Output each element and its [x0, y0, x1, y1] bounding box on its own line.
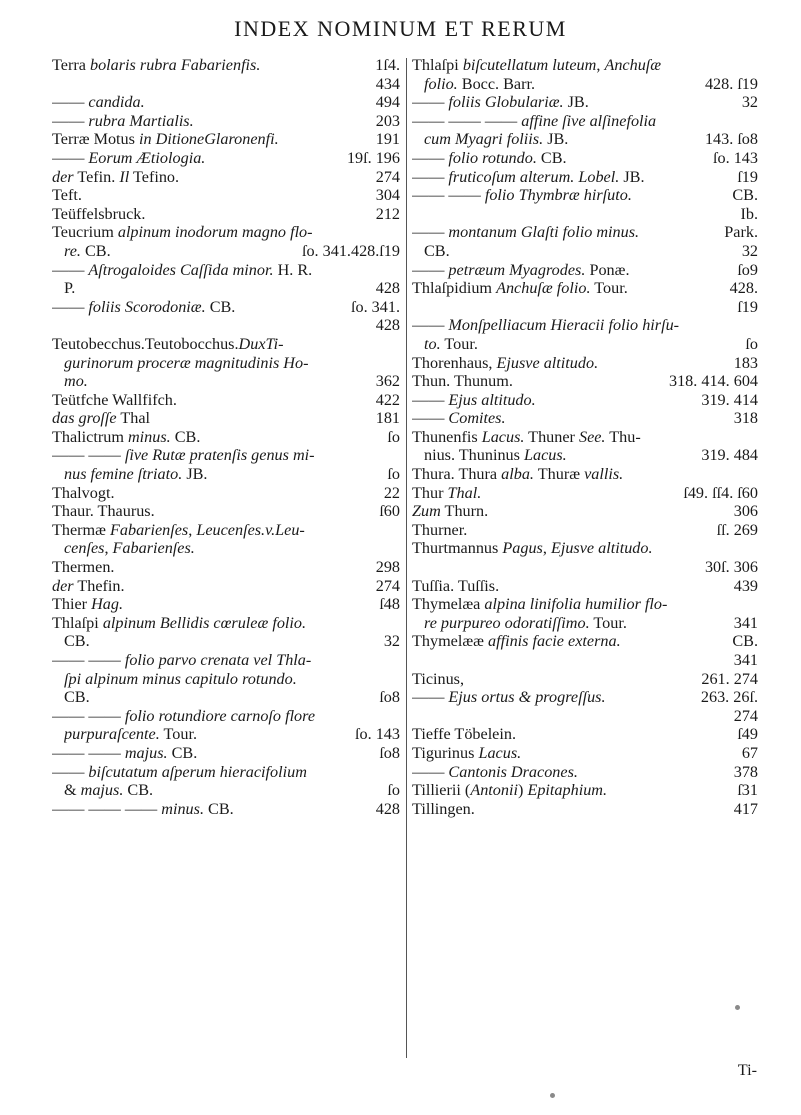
- page-ref: 417: [733, 799, 758, 818]
- index-line: [412, 186, 758, 205]
- entry-text: folio. Bocc. Barr.: [424, 74, 536, 93]
- page-ref: 318: [733, 409, 758, 428]
- page-ref: ſo: [745, 334, 758, 353]
- page-ref: 428: [375, 279, 400, 298]
- entry-text: —— —— —— affine ſive alſinefolia: [412, 111, 657, 130]
- entry-text: das groſſe Thal: [52, 409, 151, 428]
- page-ref: 274: [375, 576, 400, 595]
- entry-text: —— Monſpelliacum Hieracii folio hirſu-: [412, 316, 680, 335]
- entry-text: Thorenhaus, Ejusve altitudo.: [412, 353, 599, 372]
- page-ref: 494: [375, 93, 400, 112]
- page-ref: 422: [375, 390, 400, 409]
- page-ref: ſo: [387, 465, 400, 484]
- index-line: [412, 56, 758, 75]
- page-ref: 428.: [729, 279, 758, 298]
- index-line: [412, 558, 758, 577]
- index-line: [412, 688, 758, 707]
- index-line: [52, 335, 400, 354]
- index-line: [412, 632, 758, 651]
- entry-text: re. CB.: [64, 241, 111, 260]
- index-line: [412, 744, 758, 763]
- page-ref: CB.: [732, 632, 758, 651]
- page-ref: ſo. 341.428.ſ19: [301, 241, 400, 260]
- index-line: [52, 521, 400, 540]
- page-ref: 32: [741, 241, 758, 260]
- page-ref: ſo. 143: [713, 148, 758, 167]
- right-column: [412, 56, 758, 818]
- entry-text: nus femine ſtriato. JB.: [64, 465, 208, 484]
- index-line: [52, 279, 400, 298]
- index-line: [412, 112, 758, 131]
- index-line: [52, 558, 400, 577]
- index-line: [412, 539, 758, 558]
- page-ref: ſo8: [379, 743, 400, 762]
- index-line: [412, 298, 758, 317]
- entry-text: Thur Thal.: [412, 483, 482, 502]
- page-ref: 212: [375, 204, 400, 223]
- entry-text: —— montanum Glaſti folio minus.: [412, 223, 640, 242]
- page-ref: 378: [733, 762, 758, 781]
- page-ref: CB.: [732, 186, 758, 205]
- page-ref: 274: [733, 706, 758, 725]
- page-ref: 434: [375, 74, 400, 93]
- index-line: [412, 781, 758, 800]
- index-line: [412, 279, 758, 298]
- entry-text: —— rubra Martialis.: [52, 111, 194, 130]
- entry-text: Thlaſpi alpinum Bellidis cœruleæ folio.: [52, 613, 307, 632]
- index-line: [412, 577, 758, 596]
- page-ref: 298: [375, 558, 400, 577]
- entry-text: Tieffe Töbelein.: [412, 725, 517, 744]
- entry-text: Thermæ Fabarienſes, Leucenſes.v.Leu-: [52, 520, 305, 539]
- index-line: [52, 168, 400, 187]
- index-line: [412, 372, 758, 391]
- entry-text: CB.: [64, 688, 90, 707]
- page-ref: ſ31: [737, 781, 758, 800]
- index-line: [412, 409, 758, 428]
- page-ref: ſ48: [379, 595, 400, 614]
- entry-text: —— —— majus. CB.: [52, 743, 198, 762]
- page-ref: ſo. 143: [355, 725, 400, 744]
- entry-text: —— fruticoſum alterum. Lobel. JB.: [412, 167, 645, 186]
- index-line: [52, 112, 400, 131]
- entry-text: P.: [64, 279, 76, 298]
- page-ref: 30ſ. 306: [704, 558, 758, 577]
- index-line: [412, 93, 758, 112]
- page-ref: Ib.: [740, 204, 758, 223]
- index-line: [52, 409, 400, 428]
- entry-text: Thymelæa alpina linifolia humilior flo-: [412, 595, 668, 614]
- ink-spot: [735, 1005, 740, 1010]
- page-ref: 22: [383, 483, 400, 502]
- page-ref: 143. ſo8: [704, 130, 758, 149]
- index-line: [52, 186, 400, 205]
- index-line: [412, 428, 758, 447]
- page-ref: 191: [375, 130, 400, 149]
- entry-text: —— —— folio rotundiore carnoſo flore: [52, 706, 316, 725]
- entry-text: Thurtmannus Pagus, Ejusve altitudo.: [412, 539, 653, 558]
- index-line: [52, 223, 400, 242]
- page-ref: 319. 484: [701, 446, 758, 465]
- entry-text: CB.: [64, 632, 90, 651]
- index-line: [412, 316, 758, 335]
- entry-text: nius. Thuninus Lacus.: [424, 446, 567, 465]
- index-line: [52, 688, 400, 707]
- entry-text: mo.: [64, 372, 88, 391]
- page-ref: 183: [733, 353, 758, 372]
- page-ref: 304: [375, 186, 400, 205]
- entry-text: Thermen.: [52, 558, 115, 577]
- page-ref: 428. ſ19: [704, 74, 758, 93]
- index-line: [412, 75, 758, 94]
- page-ref: 1ſ4.: [375, 56, 400, 74]
- entry-text: Thaur. Thaurus.: [52, 502, 155, 521]
- page-ref: ſo8: [379, 688, 400, 707]
- page-ref: ſo9: [737, 260, 758, 279]
- index-line: [52, 670, 400, 689]
- index-line: [412, 149, 758, 168]
- page-ref: 341: [733, 651, 758, 669]
- index-line: [412, 725, 758, 744]
- entry-text: Thier Hag.: [52, 595, 124, 614]
- index-line: [52, 93, 400, 112]
- page-ref: 67: [741, 743, 758, 762]
- entry-text: cenſes, Fabarienſes.: [64, 539, 195, 558]
- entry-text: —— —— ſive Rutæ pratenſis genus mi-: [52, 446, 315, 465]
- page-ref: 341: [733, 613, 758, 632]
- entry-text: Terræ Motus in DitioneGlaronenfi.: [52, 130, 279, 149]
- left-column: [52, 56, 400, 818]
- entry-text: gurinorum proceræ magnitudinis Ho-: [64, 353, 309, 372]
- entry-text: —— biſcutatum aſperum hieracifolium: [52, 762, 307, 781]
- index-line: [52, 763, 400, 782]
- index-line: [52, 484, 400, 503]
- index-line: [412, 521, 758, 540]
- index-line: [412, 205, 758, 224]
- page-ref: 203: [375, 111, 400, 130]
- entry-text: Tillingen.: [412, 799, 475, 818]
- entry-text: Teutobecchus.Teutobocchus.DuxTi-: [52, 334, 284, 353]
- index-line: [52, 242, 400, 261]
- entry-text: Teft.: [52, 186, 82, 205]
- entry-text: —— foliis Scorodoniæ. CB.: [52, 297, 236, 316]
- entry-text: Terra bolaris rubra Fabarienfis.: [52, 56, 261, 74]
- page-ref: ſ19: [737, 167, 758, 186]
- index-line: [412, 335, 758, 354]
- page-ref: ſ49. ſſ4. ſ60: [683, 483, 758, 502]
- entry-text: —— Eorum Ætiologia.: [52, 148, 206, 167]
- entry-text: cum Myagri foliis. JB.: [424, 130, 569, 149]
- page-ref: 362: [375, 372, 400, 391]
- index-line: [52, 75, 400, 94]
- index-line: [52, 298, 400, 317]
- page-ref: 32: [383, 632, 400, 651]
- index-line: [52, 428, 400, 447]
- index-line: [412, 763, 758, 782]
- page-ref: 318. 414. 604: [668, 372, 758, 391]
- entry-text: purpuraſcente. Tour.: [64, 725, 198, 744]
- index-line: [52, 614, 400, 633]
- entry-text: & majus. CB.: [64, 781, 154, 800]
- column-rule: [406, 58, 407, 1058]
- index-line: [52, 205, 400, 224]
- page-ref: 428: [375, 316, 400, 335]
- index-line: [412, 446, 758, 465]
- page-ref: ſſ. 269: [716, 520, 758, 539]
- index-line: [412, 168, 758, 187]
- entry-text: —— —— —— minus. CB.: [52, 799, 234, 818]
- page-ref: 261. 274: [701, 669, 758, 688]
- index-line: [412, 595, 758, 614]
- index-line: [412, 614, 758, 633]
- entry-text: Thalictrum minus. CB.: [52, 427, 201, 446]
- page-header: INDEX NOMINUM ET RERUM: [234, 16, 567, 41]
- entry-text: Thurner.: [412, 520, 468, 539]
- entry-text: Teütfche Wallfifch.: [52, 390, 177, 409]
- entry-text: der Thefin.: [52, 576, 125, 595]
- page-ref: ſ49: [737, 725, 758, 744]
- index-line: [412, 130, 758, 149]
- entry-text: —— Ejus altitudo.: [412, 390, 536, 409]
- index-line: [412, 670, 758, 689]
- entry-text: —— Comites.: [412, 409, 506, 428]
- page-ref: 19ſ. 196: [346, 148, 400, 167]
- index-line: [52, 261, 400, 280]
- index-line: [52, 707, 400, 726]
- page-ref: 319. 414: [701, 390, 758, 409]
- index-line: [412, 484, 758, 503]
- entry-text: Thun. Thunum.: [412, 372, 513, 391]
- index-line: [52, 744, 400, 763]
- entry-text: —— foliis Globulariæ. JB.: [412, 93, 589, 112]
- page-ref: ſo. 341.: [350, 297, 400, 316]
- index-line: [52, 539, 400, 558]
- index-line: [52, 446, 400, 465]
- index-line: [52, 725, 400, 744]
- index-line: [52, 781, 400, 800]
- entry-text: Teüffelsbruck.: [52, 204, 146, 223]
- index-line: [412, 800, 758, 819]
- page-ref: 263. 26ſ.: [700, 688, 758, 707]
- index-line: [52, 651, 400, 670]
- index-line: [412, 391, 758, 410]
- entry-text: —— —— folio Thymbræ hirſuto.: [412, 186, 632, 205]
- page-ref: Park.: [724, 223, 758, 242]
- entry-text: re purpureo odoratiſſimo. Tour.: [424, 613, 627, 632]
- entry-text: der Tefin. Il Tefino.: [52, 167, 180, 186]
- entry-text: Teucrium alpinum inodorum magno flo-: [52, 223, 313, 242]
- page-ref: ſo: [387, 781, 400, 800]
- page-ref: ſ19: [737, 297, 758, 316]
- page-ref: 181: [375, 409, 400, 428]
- index-line: [412, 242, 758, 261]
- entry-text: Thunenfis Lacus. Thuner See. Thu-: [412, 427, 641, 446]
- entry-text: Thlaſpi biſcutellatum luteum, Anchuſæ: [412, 56, 662, 74]
- index-line: [52, 372, 400, 391]
- page-ref: ſo: [387, 427, 400, 446]
- entry-text: Tuſſia. Tuſſis.: [412, 576, 500, 595]
- index-line: [52, 465, 400, 484]
- entry-text: —— Aſtrogaloides Caſſida minor. H. R.: [52, 260, 313, 279]
- index-line: [52, 502, 400, 521]
- entry-text: Tillierii (Antonii) Epitaphium.: [412, 781, 608, 800]
- entry-text: Zum Thurn.: [412, 502, 489, 521]
- entry-text: —— —— folio parvo crenata vel Thla-: [52, 651, 312, 669]
- index-line: [412, 223, 758, 242]
- entry-text: Thlaſpidium Anchuſæ folio. Tour.: [412, 279, 628, 298]
- entry-text: Thura. Thura alba. Thuræ vallis.: [412, 465, 624, 484]
- entry-text: to. Tour.: [424, 334, 478, 353]
- index-line: [52, 130, 400, 149]
- index-line: [52, 391, 400, 410]
- index-line: [52, 354, 400, 373]
- entry-text: CB.: [424, 241, 450, 260]
- index-line: [52, 577, 400, 596]
- page-ref: 428: [375, 799, 400, 818]
- entry-text: —— candida.: [52, 93, 145, 112]
- index-line: [52, 595, 400, 614]
- page-ref: 306: [733, 502, 758, 521]
- entry-text: —— folio rotundo. CB.: [412, 148, 567, 167]
- index-line: [412, 465, 758, 484]
- entry-text: ſpi alpinum minus capitulo rotundo.: [64, 669, 297, 688]
- index-line: [412, 354, 758, 373]
- index-line: [52, 632, 400, 651]
- entry-text: Ticinus,: [412, 669, 465, 688]
- page-ref: 274: [375, 167, 400, 186]
- index-line: [412, 261, 758, 280]
- entry-text: Thymelææ affinis facie externa.: [412, 632, 621, 651]
- entry-text: Tigurinus Lacus.: [412, 743, 522, 762]
- entry-text: —— Ejus ortus & progreſſus.: [412, 688, 606, 707]
- index-line: [412, 707, 758, 726]
- page-ref: 439: [733, 576, 758, 595]
- entry-text: —— petræum Myagrodes. Ponæ.: [412, 260, 630, 279]
- index-line: [412, 651, 758, 670]
- entry-text: Thalvogt.: [52, 483, 115, 502]
- page-ref: ſ60: [379, 502, 400, 521]
- entry-text: —— Cantonis Dracones.: [412, 762, 578, 781]
- index-line: [412, 502, 758, 521]
- index-line: [52, 149, 400, 168]
- index-line: [52, 800, 400, 819]
- ink-spot: [550, 1093, 555, 1098]
- index-line: [52, 316, 400, 335]
- page-ref: 32: [741, 93, 758, 112]
- catchword: Ti-: [737, 1061, 757, 1079]
- index-line: [52, 56, 400, 75]
